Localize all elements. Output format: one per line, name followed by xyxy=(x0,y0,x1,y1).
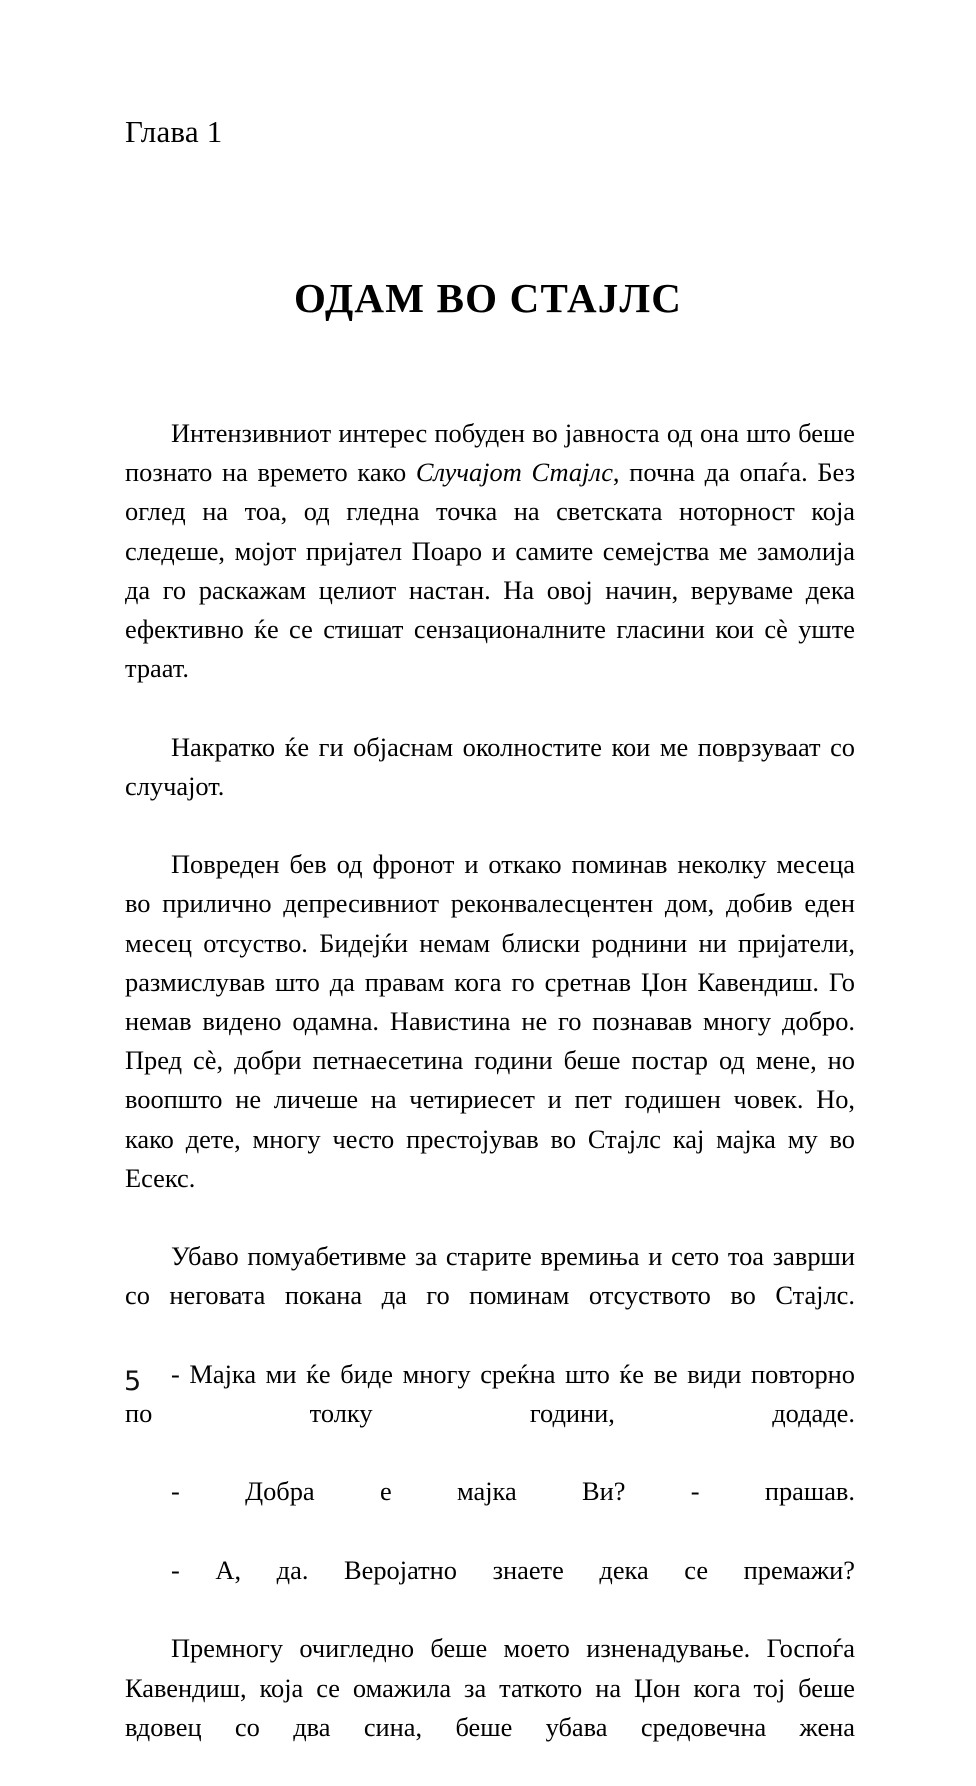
body-paragraph xyxy=(125,1629,855,1786)
dialogue-paragraph xyxy=(125,1355,855,1473)
text-run: Накратко ќе ги објаснам околностите кои ме поврзуваат со случајот. xyxy=(125,731,855,801)
dialogue-paragraph xyxy=(125,1551,855,1629)
body-paragraph xyxy=(125,728,855,846)
body-paragraph xyxy=(125,845,855,1237)
page-number: 5 xyxy=(124,1366,142,1397)
body-paragraph xyxy=(125,1237,855,1355)
text-run: - А, да. Веројатно знаете дека се премажи? xyxy=(171,1554,855,1585)
text-run: - Мајка ми ќе биде многу среќна што ќе ве види повторно по толку години, додаде. xyxy=(125,1358,855,1429)
body-text xyxy=(125,414,855,1786)
text-run: Премногу очигледно беше моето изненадување. Госпоѓа Кавендиш, која се омажила за таткото на Џон кога тој беше вдовец со два сина, беше убава средовечна жена xyxy=(125,1633,855,1742)
text-run: Интензивниот интерес побуден во јавноста од она што беше познато на времето како xyxy=(125,418,855,488)
italic-title-run: Случајот Стајлс xyxy=(415,457,613,488)
chapter-label: Глава 1 xyxy=(125,114,223,149)
body-paragraph xyxy=(125,414,855,728)
text-run: Повреден бев од фронот и откако поминав неколку месеца во прилично депресивниот реконвалесцентен дом, добив еден месец отсуство. Бидејќи немам блиски роднини ни пријатели, размислував што да правам кога го сретнав Џон Кавендиш. Го немав видено одамна. Навистина не го познавав многу добро. Пред сѐ, добри петнаесетина години беше постар од мене, но воопшто не личеше на четириесет и пет годишен човек. Но, како дете, многу често престојував во Стајлс кај мајка му во Есекс. xyxy=(125,849,855,1193)
text-run: - Добра е мајка Ви? - прашав. xyxy=(171,1476,855,1507)
text-run: Убаво помуабетивме за старите времиња и сето тоа заврши со неговата покана да го поминам отсуството во Стајлс. xyxy=(125,1241,855,1311)
chapter-title: ОДАМ ВО СТАЈЛС xyxy=(293,275,683,322)
text-run: , почна да опаѓа. Без оглед на тоа, од гледна точка на светската ноторност која следеше, мојот пријател Поаро и самите семејства ме замолија да го раскажам целиот настан. На овој начин, веруваме дека ефективно ќе се стишат сензационалните гласини кои сѐ уште траат. xyxy=(125,457,855,684)
dialogue-paragraph xyxy=(125,1472,855,1550)
